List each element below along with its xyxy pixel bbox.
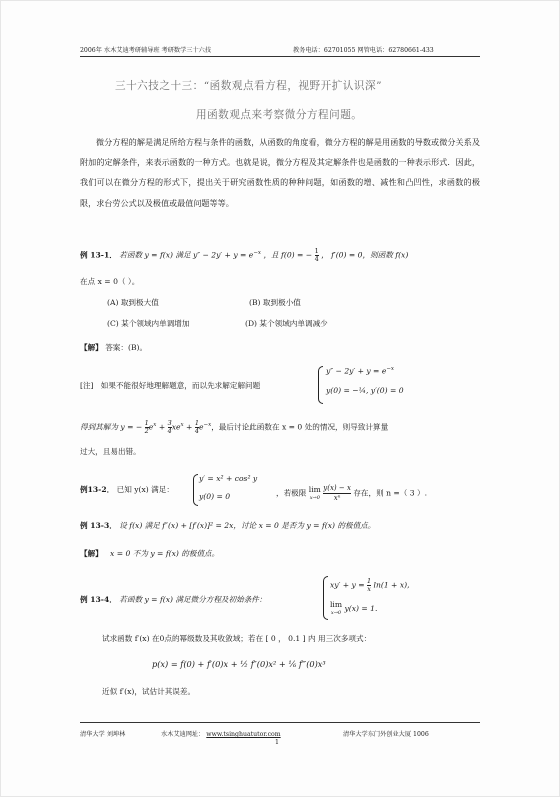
note-line1	[80, 380, 260, 391]
header-rule	[80, 56, 480, 57]
answer-text: 答案：(B)。	[105, 343, 148, 352]
option-c: (C) 某个领域内单调增加	[107, 319, 190, 328]
exponent: −x	[203, 421, 212, 428]
example-label: 例13-2．	[80, 485, 115, 494]
ex4-system-eq1	[330, 578, 410, 593]
fraction	[323, 484, 351, 503]
fraction-denominator: 4	[194, 427, 199, 435]
example-text: 设 f(x) 满足 f″(x) + [f′(x)]² = 2x，讨论 x = 0 是否为 y = f(x) 的极值点。	[119, 521, 376, 530]
exponent: −x	[253, 249, 262, 256]
fraction-numerator: 3	[167, 419, 172, 427]
footer-url-link[interactable]: www.tsinghuatutor.com	[206, 731, 281, 738]
note-system-eq1	[326, 366, 394, 376]
note-text: 如果不能很好地理解题意，而以先求解定解问题	[100, 381, 261, 390]
example-13-4-line2: 试求函数 f′(x) 在0点的幂级数及其收敛域；若在 [ 0 ， 0.1 ] 内 用三次多项式：	[102, 634, 372, 643]
ex2-system-eq1: y′ = x² + cos² y	[199, 474, 258, 483]
fraction-numerator: 1	[194, 419, 199, 427]
example-text: 若函数 y = f(x) 满足微分方程及初始条件：	[119, 595, 267, 604]
page-number: 1	[275, 739, 279, 746]
example-label: 例 13-3．	[80, 521, 117, 530]
fraction	[367, 578, 371, 593]
fraction-numerator: 1	[144, 419, 149, 427]
fraction-denominator: 2	[144, 427, 149, 435]
footer-address: 清华大学东门外创业大厦 1006	[343, 731, 429, 738]
example-13-1-line1	[80, 248, 408, 263]
plus: +	[183, 422, 195, 432]
footer-author: 清华大学 刘坤林	[80, 731, 126, 738]
condition-text: ，且 f(0) = −	[263, 250, 313, 260]
footer-rule	[80, 722, 480, 723]
option-b: (B) 取到极小值	[249, 298, 301, 307]
note-solution-line	[80, 420, 388, 435]
system-eq1-text: y″ − 2y′ + y = e	[326, 366, 387, 376]
eq1-prefix: xy′ + y =	[330, 580, 367, 590]
fraction	[315, 248, 319, 263]
fraction-denominator: xⁿ	[333, 494, 341, 502]
fraction-denominator: 4	[314, 255, 319, 263]
intro-paragraph: 微分方程的解是满足所给方程与条件的函数，从函数的角度看，微分方程的解是用函数的导数或微分关系及附加的定解条件，来表示函数的一种方式。也就是说，微分方程及其定解条件也是函数的一种表示形式．因此，我们可以在微分方程的形式下，提出关于研究函数性质的种种问题，如函数的增、减性和凸凹性，求函数的极限，求台劳公式以及极值或最值问题等等。	[80, 137, 480, 208]
limit-suffix: 存在，则 n =（ 3 ）.	[353, 488, 428, 498]
fraction-denominator: 4	[167, 427, 172, 435]
fraction-numerator: 1	[366, 577, 372, 585]
example-13-4-line3: 近似 f′(x)，试估计其误差。	[102, 687, 196, 696]
ex2-system-eq2: y(0) = 0	[199, 492, 231, 501]
note-label: [注]	[80, 381, 94, 390]
option-a: (A) 取到极大值	[107, 298, 159, 307]
answer-label: 【解】	[80, 343, 103, 352]
example-13-3-answer	[80, 548, 219, 559]
lim-subscript: x→0	[330, 610, 342, 616]
equation-text: 若函数 y = f(x) 满足 y″ − 2y′ + y = e	[119, 250, 254, 260]
limit-operator	[330, 601, 342, 617]
example-label: 例 13-1．	[80, 250, 117, 260]
solution-suffix: ，最后讨论此函数在 x = 0 处的情况，则导致计算量	[211, 422, 389, 432]
footer-site-label: 水木艾迪网址：	[161, 731, 205, 738]
answer-label: 【解】	[80, 549, 103, 558]
solution-prefix: 得到其解为 y = −	[80, 422, 143, 432]
plus: +	[156, 422, 168, 432]
taylor-formula: p(x) = f(0) + f′(0)x + ½ f″(0)x² + ⅙ f‴(0)x³	[152, 659, 326, 669]
fraction-numerator: 1	[314, 247, 319, 255]
eq1-suffix: ln(1 + x),	[373, 580, 410, 590]
limit-operator	[309, 486, 321, 502]
fraction-denominator: x	[367, 585, 371, 593]
lim-subscript: x→0	[309, 494, 320, 501]
system-brace	[318, 366, 323, 404]
term-e: e	[198, 422, 204, 432]
exponent: x	[153, 421, 157, 428]
example-13-1-line2: 在点 x = 0（ ）。	[80, 277, 140, 286]
system-brace	[193, 474, 198, 506]
example-13-2-intro	[80, 484, 174, 495]
header-left: 2006年 水木艾迪考研辅导班 考研数学三十六技	[80, 47, 212, 54]
limit-prefix: ，若极限	[276, 488, 307, 498]
lim-text: lim	[308, 484, 321, 494]
option-d: (D) 某个领域内单调减少	[245, 319, 328, 328]
example-text: 已知 y(x) 满足：	[116, 485, 174, 494]
page-title: 三十六技之十三：“函数观点看方程，视野开扩认识深”	[115, 80, 382, 92]
ex4-system-eq2	[330, 601, 377, 617]
condition-text-2: ， f′(0) = 0，则函数 f(x)	[321, 250, 409, 260]
ex2-limit	[276, 484, 427, 503]
term-e: e	[148, 422, 154, 432]
example-13-3	[80, 520, 375, 531]
term-xe: xe	[171, 422, 181, 432]
example-13-4-intro	[80, 594, 267, 605]
note-line3: 过大，且易出错。	[80, 447, 141, 456]
lim-text: lim	[330, 600, 343, 609]
example-label: 例 13-4．	[80, 595, 117, 604]
example-13-1-answer	[80, 342, 147, 353]
answer-text: x = 0 不为 y = f(x) 的极值点。	[110, 549, 220, 558]
eq2-text: y(x) = 1.	[344, 604, 378, 613]
exponent: −x	[386, 366, 395, 372]
header-phone: 教务电话：62701055 网管电话：62780661-433	[293, 47, 434, 54]
footer-site	[161, 729, 281, 738]
system-brace	[323, 576, 328, 620]
fraction-numerator: y(x) − x	[323, 484, 351, 492]
exponent: x	[180, 421, 184, 428]
note-system-eq2: y(0) = −¼, y′(0) = 0	[326, 386, 404, 395]
page-subtitle: 用函数观点来考察微分方程问题。	[196, 109, 363, 121]
